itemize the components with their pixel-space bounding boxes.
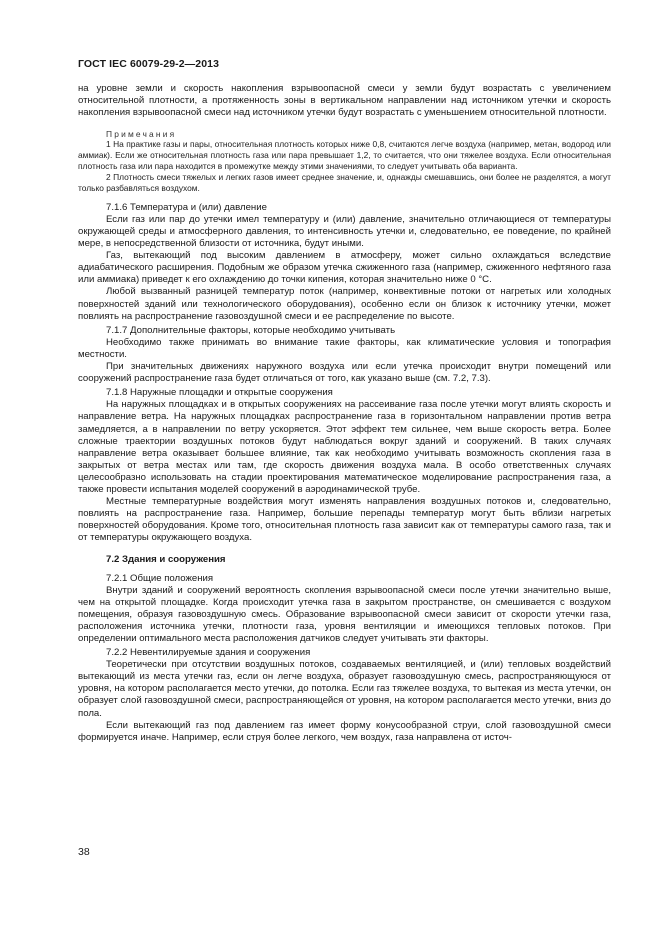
section-7-1-8-title: 7.1.8 Наружные площадки и открытые сооружения <box>106 387 333 399</box>
intro-paragraph: на уровне земли и скорость накопления взрывоопасной смеси у земли будут возрастать с увеличением относительной плотности, а протяженность зоны в вертикальном направлении над источником утечки и скорость накопления взрывоопасной смеси над источником утечки будут возрастать с уменьшением относительной плотности. <box>78 83 611 119</box>
section-7-1-8-paragraph-1: На наружных площадках и в открытых сооружениях на рассеивание газа после утечки могут влиять скорость и направление ветра. На наружных площадках распространение газа в горизонтальном направлении против ветра замедляется, а в направлении по ветру ускоряется. Этот эффект тем сильнее, чем выше скорость ветра. Более сложные траектории воздушных потоков будут наблюдаться вокруг зданий и сооружений. В таких случаях направление ветра оказывает большее влияние, так как необходимо учитывать возможность скопления газа в закрытых от ветра местах или там, где скорость движения воздуха мала. В особо ответственных случаях целесообразно использовать на стадии проектирования математическое моделирование распространения газа, а также провести испытания моделей сооружений в аэродинамической трубе. <box>78 399 611 495</box>
section-7-1-7-title: 7.1.7 Дополнительные факторы, которые необходимо учитывать <box>106 324 396 336</box>
section-7-2-title: 7.2 Здания и сооружения <box>106 554 226 566</box>
section-7-1-6-paragraph-2: Газ, вытекающий под высоким давлением в атмосферу, может сильно охлаждаться вследствие адиабатического расширения. Подобным же образом утечка сжиженного газа (например, сжиженного нефтяного газа или аммиака) приведет к его охлаждению до точки кипения, которая значительно ниже 0 °C. <box>78 250 611 286</box>
section-7-2-1-title: 7.2.1 Общие положения <box>106 572 214 584</box>
section-7-1-6-paragraph-3: Любой вызванный разницей температур поток (например, конвективные потоки от нагретых или холодных поверхностей зданий или технологического оборудования), особенно если он близок к источнику утечки, может повлиять на распространение газовоздушной смеси и ее распределение по высоте. <box>78 286 611 322</box>
section-7-1-8-paragraph-2: Местные температурные воздействия могут изменять направления воздушных потоков и, следовательно, повлиять на распространение газа. Например, большие перепады температур могут быть вблизи нагретых поверхностей оборудования. Кроме того, относительная плотность газа зависит как от температуры самого газа, так и от температуры окружающего воздуха. <box>78 496 611 544</box>
notes-heading: Примечания <box>106 129 177 140</box>
section-7-2-2-paragraph-1: Теоретически при отсутствии воздушных потоков, создаваемых вентиляцией, и (или) тепловых воздействий вытекающий из места утечки газ, если он легче воздуха, образует газовоздушную смесь, распространяющуюся от уровня, на котором располагается место утечки, до потолка. Если газ тяжелее воздуха, то вытекая из места утечки, он образует слой газовоздушной смеси, распространяющейся от уровня, на котором располагается место утечки, вниз до пола. <box>78 659 611 719</box>
note-2: 2 Плотность смеси тяжелых и легких газов имеет среднее значение, и, однажды смешавшись, они более не разделятся, а могут только разбавляться воздухом. <box>78 172 611 193</box>
section-7-1-6-paragraph-1: Если газ или пар до утечки имел температуру и (или) давление, значительно отличающиеся от температуры окружающей среды и атмосферного давления, то интенсивность утечки и, следовательно, ее поведение, по крайней мере, в непосредственной близости от источника, будут иными. <box>78 213 611 250</box>
document-header: ГОСТ IEC 60079-29-2—2013 <box>78 58 220 70</box>
section-7-1-6-title: 7.1.6 Температура и (или) давление <box>106 201 267 213</box>
page-number: 38 <box>78 846 90 858</box>
section-7-1-7-paragraph-2: При значительных движениях наружного воздуха или если утечка происходит внутри помещений или сооружений распространение газа будет отличаться от того, как указано выше (см. 7.2, 7.3). <box>78 361 611 385</box>
section-7-2-2-paragraph-2: Если вытекающий газ под давлением газ имеет форму конусообразной струи, слой газовоздушной смеси формируется иначе. Например, если струя более легкого, чем воздух, газа направлена от источ- <box>78 719 611 743</box>
document-page <box>78 58 611 744</box>
note-1: 1 На практике газы и пары, относительная плотность которых ниже 0,8, считаются легче воздуха (например, метан, водород или аммиак). Если же относительная плотность газа или пара превышает 1,2, то считается, что они тяжелее воздуха. Если относительная плотность газа или пара находится в промежутке между этими значениями, то следует учитывать оба варианта. <box>78 139 611 172</box>
section-7-2-2-title: 7.2.2 Невентилируемые здания и сооружения <box>106 647 311 659</box>
section-7-2-1-paragraph-1: Внутри зданий и сооружений вероятность скопления взрывоопасной смеси после утечки значительно выше, чем на открытой площадке. Когда происходит утечка газа в закрытом пространстве, он смешивается с воздухом помещения, образуя газовоздушную смесь. Образование взрывоопасной смеси зависит от скорости утечки газа, расположения источника утечки, плотности газа, уровня вентиляции и имеющихся тепловых потоков. При определении оптимального места расположения датчиков следует учитывать эти факторы. <box>78 584 611 644</box>
section-7-1-7-paragraph-1: Необходимо также принимать во внимание такие факторы, как климатические условия и топография местности. <box>78 336 611 360</box>
